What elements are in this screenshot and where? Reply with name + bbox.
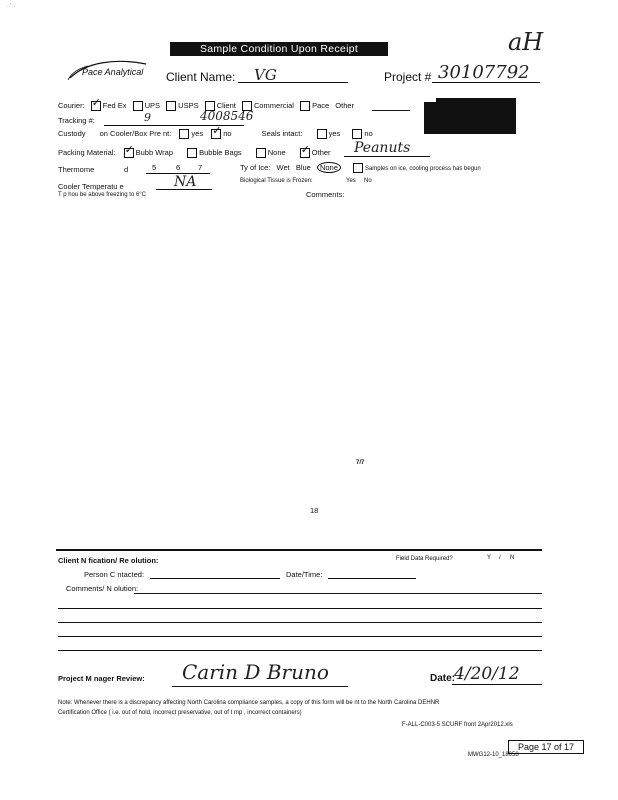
ups-checkbox[interactable]	[133, 101, 143, 111]
resolution-line-4	[58, 636, 542, 637]
packing-row	[58, 148, 331, 158]
tracking-value-b: 4008546	[200, 109, 254, 123]
project-label: Project #	[384, 70, 432, 84]
seals-no-label: no	[364, 129, 373, 138]
tracking-label: Tracking #:	[58, 116, 95, 125]
resolution-line-5	[58, 650, 542, 651]
person-contacted-line	[150, 578, 280, 579]
seals-no-checkbox[interactable]	[352, 129, 362, 139]
body-number: 18	[310, 506, 319, 515]
field-data-y[interactable]: Y	[487, 555, 492, 561]
custody-no-label: no	[223, 129, 232, 138]
resolution-line-3	[58, 622, 542, 623]
pace-checkbox[interactable]	[300, 101, 310, 111]
packing-none-label: None	[267, 148, 286, 157]
ice-type-label: Ty of Ice:	[240, 163, 271, 172]
tracking-line	[104, 125, 244, 126]
resolution-comments-label: Comments/ N olution:	[66, 584, 139, 593]
ice-wet[interactable]: Wet	[276, 163, 290, 172]
client-name-label: Client Name:	[166, 70, 236, 84]
tracking-value-a: 9	[144, 111, 151, 124]
thermometer-value-1: 5	[152, 163, 157, 172]
custody-seal-label: on Cooler/Box Pre nt:	[99, 129, 172, 138]
footer-note-1: Note: Whenever there is a discrepancy affecting North Carolina compliance samples, a copy of this form will be nt to the North Carolina DEHNR	[58, 700, 440, 706]
courier-option-usps: USPS	[178, 101, 199, 110]
footer-note-2: Certification Office ( i.e. out of hold, incorrect preservative, out of t mp , incorrect containers)	[58, 710, 302, 716]
bubble-wrap-label: Bubb Wrap	[135, 148, 174, 157]
thermometer-d: d	[124, 165, 129, 174]
corner-handwriting: aH	[508, 28, 544, 56]
ice-none-circled[interactable]: None	[317, 162, 341, 173]
pm-signature-line	[172, 686, 348, 687]
client-name-value: VG	[254, 66, 277, 84]
seals-intact-label: Seals intact:	[261, 129, 303, 138]
redacted-block	[424, 98, 516, 134]
cooler-temp-line	[156, 189, 212, 190]
packing-label: Packing Material:	[58, 148, 116, 157]
courier-option-other: Other	[335, 101, 355, 110]
project-line	[432, 82, 540, 83]
resolution-line-1	[134, 593, 542, 594]
field-data-label: Field Data Required?	[396, 556, 453, 562]
redacted-block-tab	[424, 98, 436, 102]
thermometer-value-3: 7	[198, 163, 203, 172]
form-title: Sample Condition Upon Receipt	[170, 42, 388, 56]
courier-option-client: Client	[216, 101, 236, 110]
project-value: 30107792	[438, 62, 530, 83]
notification-divider	[56, 549, 542, 551]
courier-option-ups: UPS	[144, 101, 161, 110]
cooler-temp-label: Cooler Temperatu e	[58, 182, 124, 191]
comments-label: Comments:	[306, 190, 345, 199]
seals-yes-checkbox[interactable]	[317, 129, 327, 139]
bio-tissue-yes[interactable]: Yes	[346, 178, 356, 184]
samples-on-ice-label: Samples on ice, cooling process has begun	[364, 166, 481, 172]
scan-specks: · ˊ ·	[6, 4, 16, 10]
pm-signature: Carin D Bruno	[182, 660, 329, 684]
field-data-n[interactable]: N	[510, 555, 515, 561]
review-date-label: Date:	[430, 673, 456, 684]
packing-other-label: Other	[311, 148, 331, 157]
ice-blue[interactable]: Blue	[295, 163, 311, 172]
field-data-slash: /	[499, 555, 501, 561]
bio-tissue-label: Biological Tissue is Frozen:	[240, 178, 313, 184]
seals-yes-label: yes	[328, 129, 341, 138]
bubble-bags-label: Bubble Bags	[199, 148, 242, 157]
person-contacted-label: Person C ntacted:	[84, 570, 145, 579]
pm-review-label: Project M nager Review:	[58, 674, 145, 683]
resolution-line-2	[58, 608, 542, 609]
thermometer-value-2: 6	[176, 163, 181, 172]
bubble-wrap-checkbox[interactable]	[124, 148, 134, 158]
bubble-bags-checkbox[interactable]	[187, 148, 197, 158]
custody-no-checkbox[interactable]	[211, 129, 221, 139]
page-number-box: Page 17 of 17	[508, 740, 584, 754]
thermometer-label: Thermome	[58, 165, 95, 174]
logo-text: Pace Analytical	[82, 67, 144, 77]
courier-option-fedex: Fed Ex	[102, 101, 127, 110]
custody-label: Custody	[58, 129, 86, 138]
notification-title: Client N fication/ Re olution:	[58, 556, 159, 565]
packing-other-value: Peanuts	[354, 140, 411, 156]
courier-other-line	[372, 110, 410, 111]
samples-on-ice-checkbox[interactable]	[353, 163, 363, 173]
datetime-label: Date/Time:	[286, 570, 323, 579]
temp-note: T p hou be above freezing to 6°C	[58, 192, 147, 198]
courier-option-pace: Pace	[312, 101, 330, 110]
body-mark: 7/7	[356, 460, 365, 466]
packing-other-checkbox[interactable]	[300, 148, 310, 158]
packing-none-checkbox[interactable]	[256, 148, 266, 158]
custody-yes-checkbox[interactable]	[179, 129, 189, 139]
usps-checkbox[interactable]	[166, 101, 176, 111]
datetime-line	[328, 578, 416, 579]
doc-id: MWG12-10_18058	[468, 752, 519, 758]
review-date-line	[452, 684, 542, 685]
review-date-value: 4/20/12	[454, 664, 520, 684]
courier-label: Courier:	[58, 101, 85, 110]
custody-yes-label: yes	[191, 129, 204, 138]
fedex-checkbox[interactable]	[91, 101, 101, 111]
courier-option-commercial: Commercial	[253, 101, 294, 110]
form-code: F-ALL-C003-5 SCURF front 2Apr2012.xls	[402, 722, 513, 728]
ice-row	[240, 163, 481, 173]
packing-other-line	[344, 156, 430, 157]
cooler-temp-value: NA	[174, 174, 197, 190]
client-name-line	[238, 82, 348, 83]
bio-tissue-no[interactable]: No	[364, 178, 372, 184]
custody-row	[58, 129, 373, 139]
